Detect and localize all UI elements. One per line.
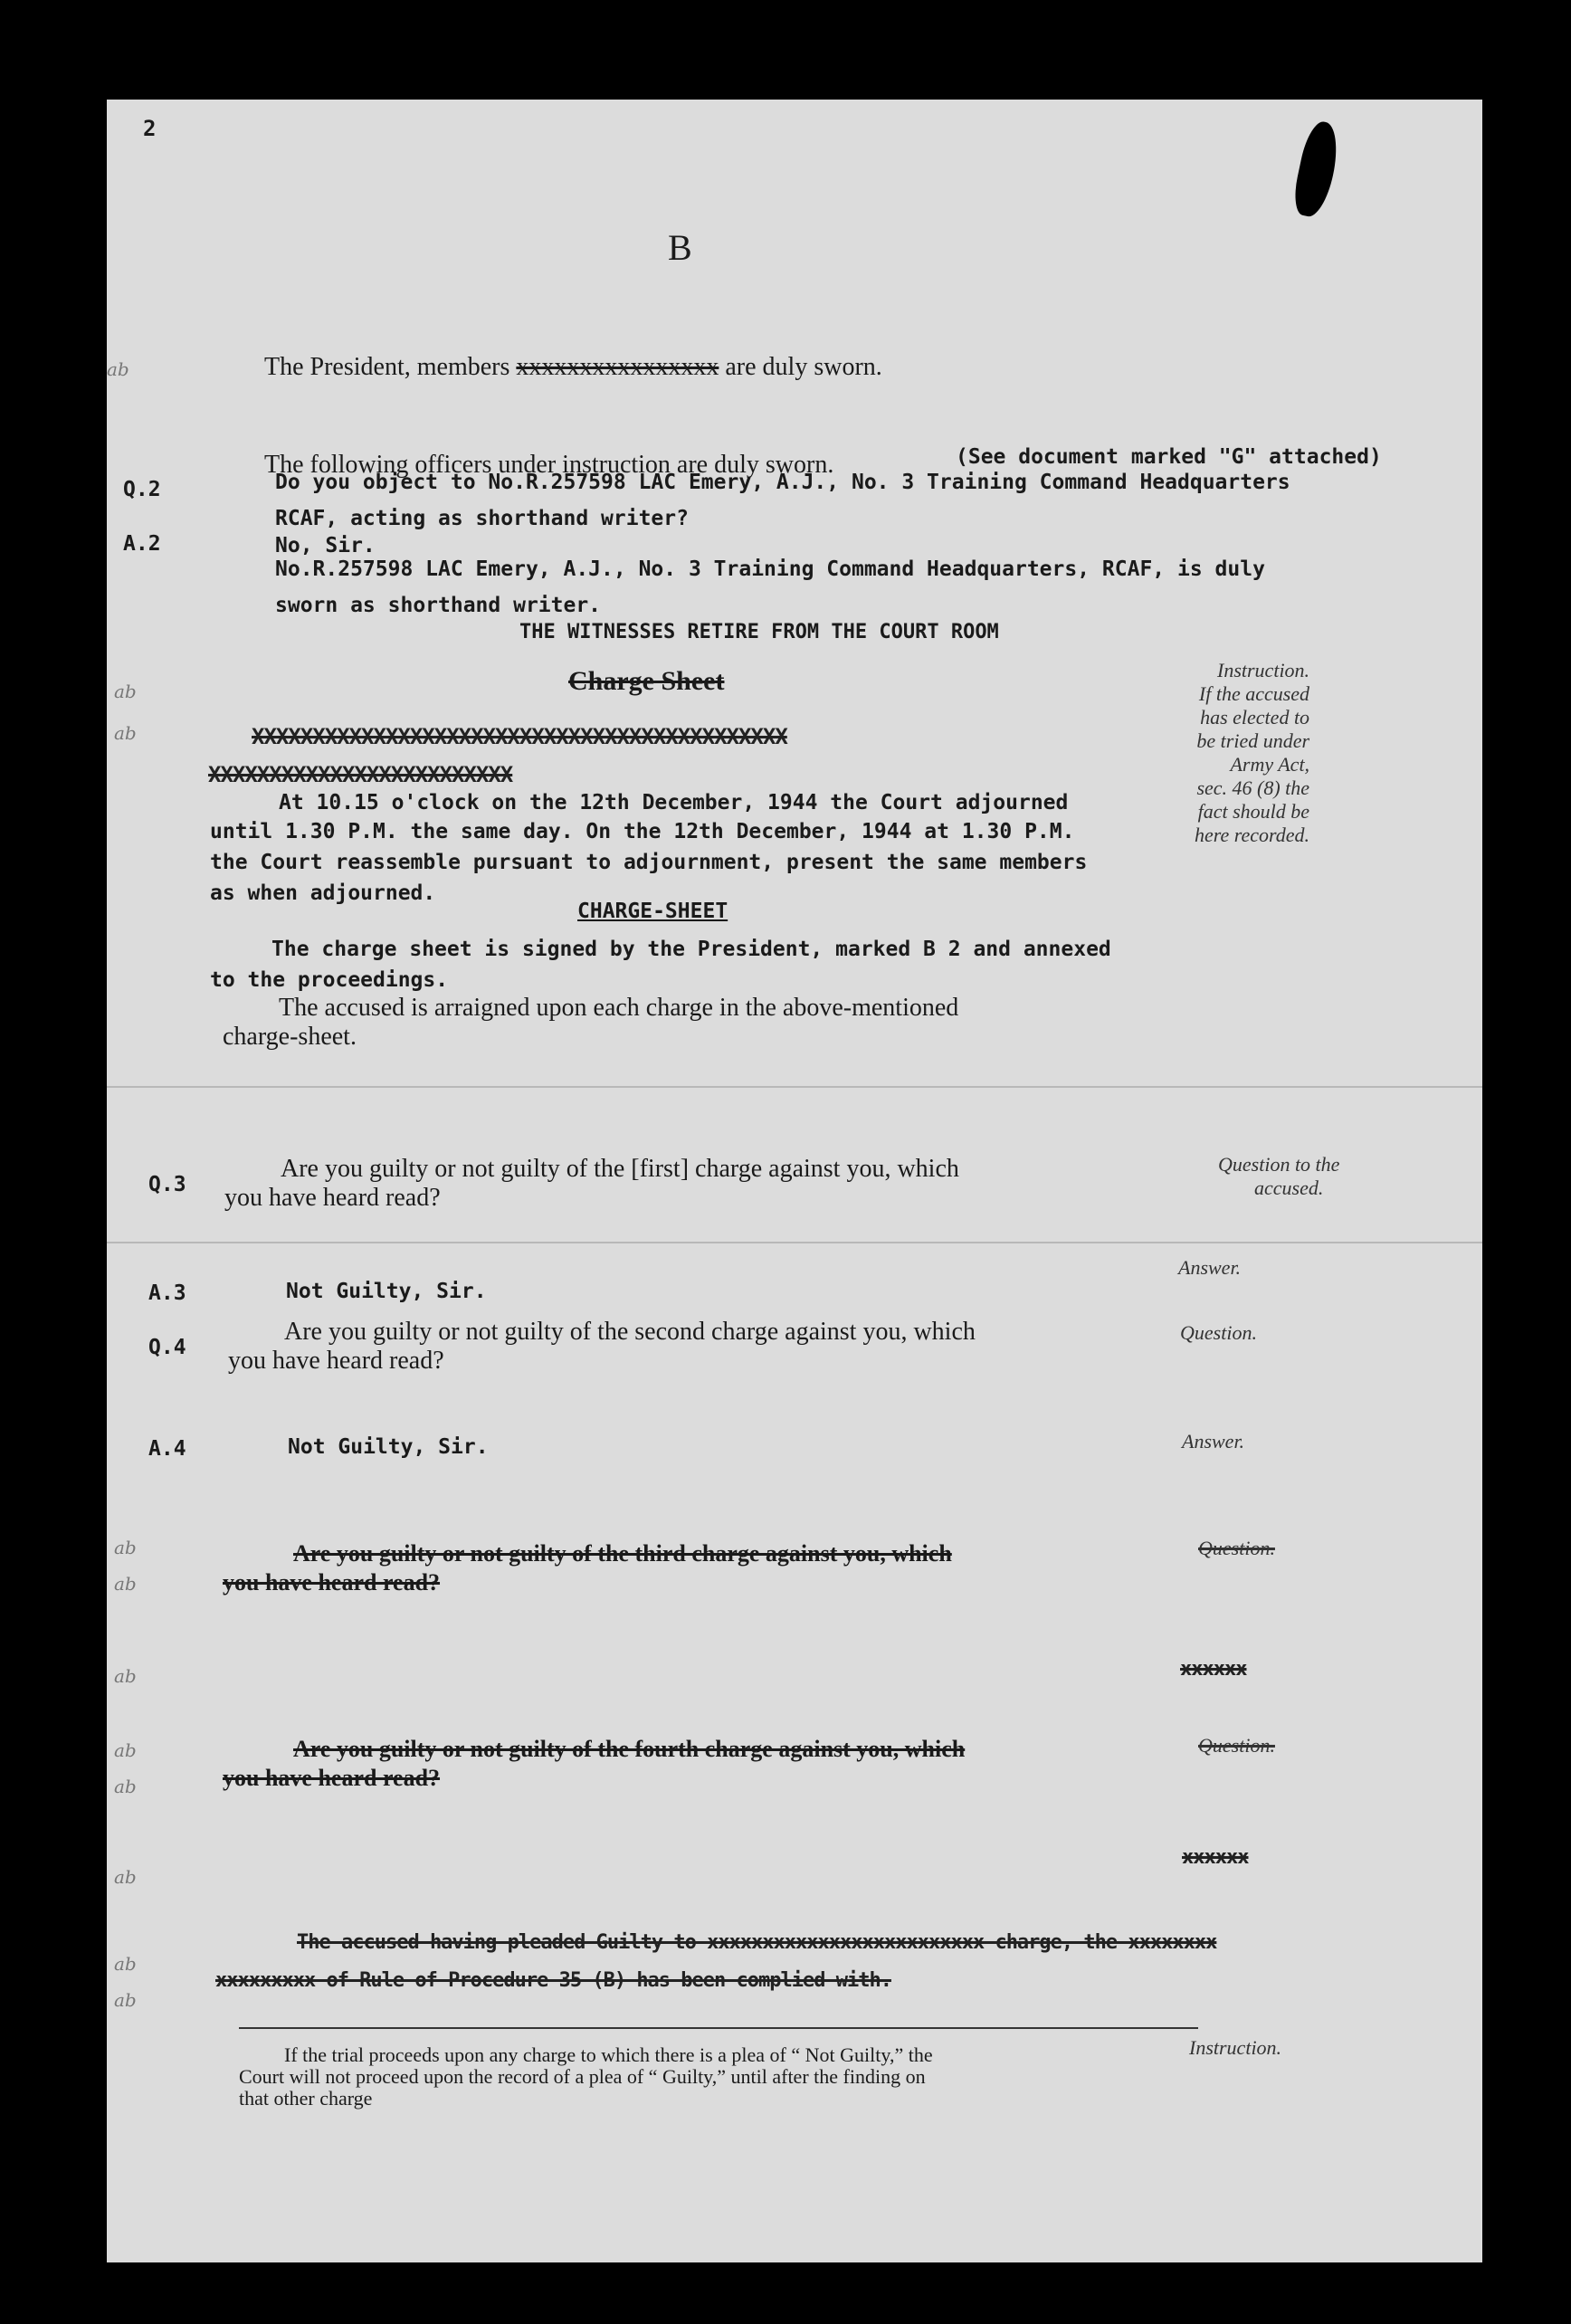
a4-label: A.4 (148, 1437, 186, 1461)
q2-label: Q.2 (123, 478, 161, 501)
ink-blot (1290, 119, 1343, 220)
adjourn-line2: until 1.30 P.M. the same day. On the 12th December, 1944 at 1.30 P.M. (210, 820, 1075, 843)
margin-initials: ab (114, 1665, 137, 1687)
sworn-line: The President, members xxxxxxxxxxxxxxxx are duly sworn. (264, 353, 882, 381)
q3-line1: Are you guilty or not guilty of the [first] charge against you, which (281, 1155, 959, 1183)
margin-initials: ab (107, 358, 129, 380)
struck-block-line1: XXXXXXXXXXXXXXXXXXXXXXXXXXXXXXXXXXXXXXXXXXXX (252, 724, 787, 749)
a2-line1: No, Sir. (275, 534, 376, 557)
charge-sheet-heading: CHARGE-SHEET (577, 900, 728, 923)
q2-line1: Do you object to No.R.257598 LAC Emery, A.J., No. 3 Training Command Headquarters (275, 471, 1290, 494)
charge-sheet-line1: The charge sheet is signed by the President, marked B 2 and annexed (271, 938, 1111, 961)
struck-q6-line2: you have heard read? (223, 1765, 441, 1791)
margin-initials: ab (114, 1739, 137, 1761)
struck-q5-margin: Question. (1198, 1537, 1275, 1559)
struck-q6-line1: Are you guilty or not guilty of the fourth charge against you, which (293, 1736, 966, 1762)
officers-note: (See document marked "G" attached) (956, 445, 1382, 469)
footer-line2: Court will not proceed upon the record of a plea of “ Guilty,” until after the finding on (239, 2065, 926, 2088)
struck-block-line2: XXXXXXXXXXXXXXXXXXXXXXXXX (208, 762, 513, 787)
arraigned-line1: The accused is arraigned upon each charge in the above-mentioned (279, 994, 959, 1022)
footer-rule (239, 2027, 1198, 2029)
struck-heading: Charge Sheet (568, 666, 725, 696)
fold-line (107, 1086, 1482, 1088)
struck-q5-line1: Are you guilty or not guilty of the third charge against you, which (293, 1540, 952, 1567)
q2-line2: RCAF, acting as shorthand writer? (275, 507, 689, 530)
page-number: 2 (143, 116, 157, 141)
footer-margin: Instruction. (1189, 2036, 1282, 2059)
margin-initials: ab (114, 1953, 137, 1975)
charge-sheet-line2: to the proceedings. (210, 968, 449, 992)
a3-margin: Answer. (1178, 1256, 1242, 1279)
adjourn-line3: the Court reassemble pursuant to adjournment, present the same members (210, 851, 1088, 874)
q4-line2: you have heard read? (228, 1347, 444, 1375)
q4-label: Q.4 (148, 1336, 186, 1359)
adjourn-line1: At 10.15 o'clock on the 12th December, 1944 the Court adjourned (279, 791, 1069, 814)
margin-initials: ab (114, 1573, 137, 1595)
fold-line (107, 1242, 1482, 1243)
struck-q5-line2: you have heard read? (223, 1569, 441, 1595)
q4-line1: Are you guilty or not guilty of the second charge against you, which (284, 1318, 976, 1346)
instruction-margin: Instruction. If the accused has elected to be tried under Army Act, sec. 46 (8) the fact should be here recorded. (1195, 659, 1310, 846)
struck-a6: xxxxxx (1182, 1846, 1249, 1869)
footer-line3: that other charge (239, 2087, 373, 2110)
q3-line2: you have heard read? (224, 1184, 441, 1212)
struck-a5: xxxxxx (1180, 1658, 1247, 1681)
a2-line2: No.R.257598 LAC Emery, A.J., No. 3 Training Command Headquarters, RCAF, is duly (275, 557, 1265, 581)
q4-margin: Question. (1180, 1321, 1257, 1344)
a3-label: A.3 (148, 1281, 186, 1305)
officers-line: The following officers under instruction are duly sworn. (264, 451, 834, 479)
q3-label: Q.3 (148, 1173, 186, 1196)
footer-line1: If the trial proceeds upon any charge to which there is a plea of “ Not Guilty,” the (284, 2043, 933, 2066)
margin-initials: ab (114, 1866, 137, 1888)
arraigned-line2: charge-sheet. (223, 1023, 357, 1051)
section-letter: B (668, 227, 692, 268)
a4-margin: Answer. (1182, 1430, 1245, 1452)
struck-q6-margin: Question. (1198, 1734, 1275, 1757)
witnesses-line: THE WITNESSES RETIRE FROM THE COURT ROOM (519, 621, 999, 643)
margin-initials: ab (114, 681, 137, 702)
a2-label: A.2 (123, 532, 161, 556)
a4-text: Not Guilty, Sir. (288, 1435, 489, 1459)
struck-plea-line2: xxxxxxxxx of Rule of Procedure 35 (B) has been complied with. (215, 1969, 891, 1992)
margin-initials: ab (114, 722, 137, 744)
margin-initials: ab (114, 1989, 137, 2011)
struck-plea-line1: The accused having pleaded Guilty to xxxxxxxxxxxxxxxxxxxxxxxxx charge, the xxxxxxxx (297, 1931, 1217, 1954)
a2-line3: sworn as shorthand writer. (275, 594, 602, 617)
document-page (107, 100, 1482, 2262)
q3-margin: Question to the accused. (1218, 1153, 1340, 1199)
margin-initials: ab (114, 1537, 137, 1558)
a3-text: Not Guilty, Sir. (286, 1280, 487, 1303)
margin-initials: ab (114, 1776, 137, 1797)
adjourn-line4: as when adjourned. (210, 881, 436, 905)
